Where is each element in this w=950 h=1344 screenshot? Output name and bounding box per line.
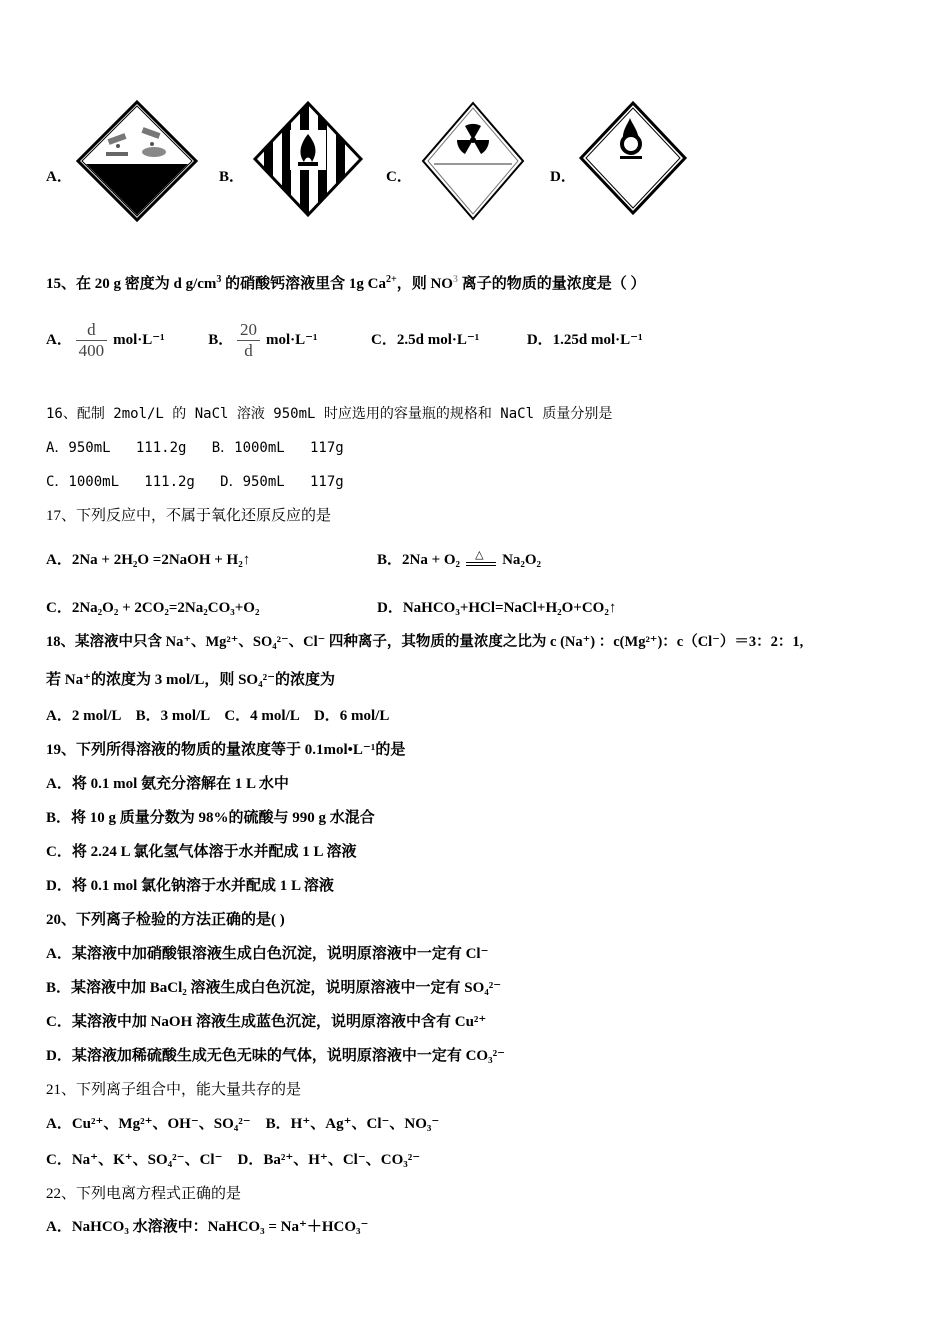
q21-options-1: A．Cu²⁺、Mg²⁺、OH⁻、SO₄²⁻ B．H⁺、Ag⁺、Cl⁻、NO₃⁻ (46, 1116, 440, 1132)
q16-stem: 16、配制 2mol/L 的 NaCl 溶液 950mL 时应选用的容量瓶的规格和 NaCl 质量分别是 (46, 406, 613, 422)
corrosive-icon (76, 100, 198, 222)
q19-stem: 19、下列所得溶液的物质的量浓度等于 0.1mol•L⁻¹的是 (46, 742, 406, 758)
q18-stem-2: 若 Na⁺的浓度为 3 mol/L，则 SO₄²⁻的浓度为 (46, 672, 336, 688)
q17-option-b: B．2Na + O₂ △ Na₂O₂ (377, 546, 541, 574)
explosive-icon (252, 100, 364, 218)
q16-options-1: A．950mL 111.2g B．1000mL 117g (46, 440, 344, 456)
q15-stem: 15、在 20 g 密度为 d $g/cm^3$ 的硝酸钙溶液里含 1g $Ca^{2+}$，则 $NO^3$ 离子的物质的量浓度是（ ） (46, 274, 646, 292)
sign-label-d: D． (550, 169, 576, 185)
q15-option-a-unit: mol·L⁻¹ (113, 332, 165, 348)
q15-option-d: D．1.25d mol·L⁻¹ (526, 332, 643, 348)
q21-options-2: C．Na⁺、K⁺、SO₄²⁻、Cl⁻ D．Ba²⁺、H⁺、Cl⁻、CO₃²⁻ (46, 1152, 421, 1168)
radioactive-icon (420, 100, 526, 222)
q15-options (46, 320, 643, 361)
q20-option-d: D．某溶液加稀硫酸生成无色无味的气体，说明原溶液中一定有 CO₃²⁻ (46, 1048, 505, 1064)
q21-stem: 21、下列离子组合中，能大量共存的是 (46, 1082, 302, 1098)
q18-stem-1: 18、某溶液中只含 Na⁺、Mg²⁺、SO₄²⁻、Cl⁻ 四种离子，其物质的量浓度之比为 c (Na⁺) ：c(Mg²⁺)：c（Cl⁻）＝3：2：1, (46, 634, 804, 650)
q15-option-a-fraction: $\frac{d}{400}$ (76, 320, 108, 361)
q17-option-d: D．NaHCO₃+HCl=NaCl+H₂O+CO₂↑ (377, 600, 617, 616)
q20-option-a: A．某溶液中加硝酸银溶液生成白色沉淀，说明原溶液中一定有 Cl⁻ (46, 946, 489, 962)
oxidizer-icon (578, 100, 688, 216)
q20-option-b: B．某溶液中加 BaCl₂ 溶液生成白色沉淀，说明原溶液中一定有 SO₄²⁻ (46, 980, 502, 996)
q17-option-c: C．2Na₂O₂ + 2CO₂=2Na₂CO₃+O₂ (46, 600, 260, 616)
q19-option-b: B．将 10 g 质量分数为 98%的硫酸与 990 g 水混合 (46, 810, 375, 826)
q17-option-a: A．2Na + 2H₂O =2NaOH + H₂↑ (46, 552, 251, 568)
q19-option-c: C．将 2.24 L 氯化氢气体溶于水并配成 1 L 溶液 (46, 844, 357, 860)
heat-condition-icon: △ (466, 550, 496, 572)
q15-option-b-unit: mol·L⁻¹ (265, 332, 318, 348)
q19-option-d: D．将 0.1 mol 氯化钠溶于水并配成 1 L 溶液 (46, 878, 334, 894)
q15-option-b-fraction: $\frac{20}{d}$ (237, 320, 260, 361)
q19-option-a: A．将 0.1 mol 氨充分溶解在 1 L 水中 (46, 776, 289, 792)
sign-label-a: A． (46, 169, 72, 185)
q15-option-a-label: A． (46, 332, 72, 348)
sign-label-b: B． (219, 169, 245, 185)
q22-option-a: A．NaHCO₃ 水溶液中：NaHCO₃ = Na⁺＋HCO₃⁻ (46, 1219, 369, 1235)
q18-options: A．2 mol/L B．3 mol/L C．4 mol/L D．6 mol/L (46, 708, 390, 724)
q20-option-c: C．某溶液中加 NaOH 溶液生成蓝色沉淀，说明原溶液中含有 Cu²⁺ (46, 1014, 487, 1030)
sign-label-c: C． (386, 169, 412, 185)
q16-options-2: C．1000mL 111.2g D．950mL 117g (46, 474, 344, 490)
q20-stem: 20、下列离子检验的方法正确的是( ) (46, 912, 285, 928)
q22-stem: 22、下列电离方程式正确的是 (46, 1186, 242, 1202)
q15-option-c: C．2.5d mol·L⁻¹ (371, 332, 480, 348)
q15-option-b-label: B． (208, 332, 234, 348)
q17-stem: 17、下列反应中，不属于氧化还原反应的是 (46, 508, 332, 524)
